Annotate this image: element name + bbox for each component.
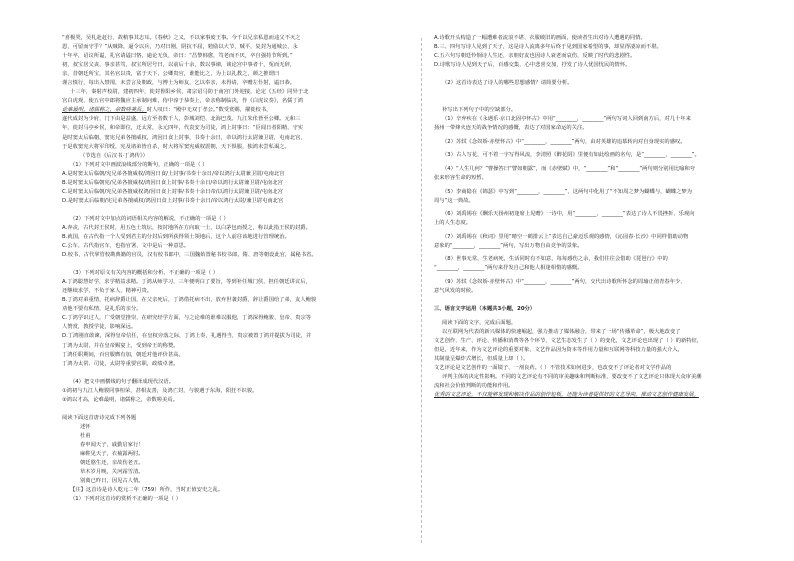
option: B.就国，在古代指一个人受到君主的分封后到所获得领土领地后，这个人前往该地进行管理统治。 bbox=[62, 233, 290, 240]
text-line: 意象的“________，________”两句，写出万物自由竞争的景象。 bbox=[434, 242, 583, 249]
question: （3）下列对原文有关内容的概括和分析，不正确的一项是（ ） bbox=[70, 270, 219, 277]
option: A.是时窦太后临朝/宪兄弟各擅威权/鸿因日食/上封事/书奏十余日/帝以鸿行太尉兼卫尉/屯南北宫 bbox=[62, 170, 285, 177]
option: A.丁鸿聪慧好学，求学精益求精。丁鸿从师学习，三年便明白了要旨，等到补任城门侯，担任朝廷讲议后， bbox=[62, 279, 311, 286]
question: （2）这首诗表达了诗人的哪些思想感情？请简要分析。 bbox=[442, 80, 573, 87]
question: （4）把文中画横线的句子翻译成现代汉语。 bbox=[70, 378, 175, 385]
text-line: 但是，近年来，作为文艺评论的重要对象，文艺作品因为资本等作用力量和互联网等科技力量的强大介入， bbox=[434, 346, 683, 353]
option: C.五六句写朝廷怜悯诗人生还，亲朋好友也因诗人衰老而哀伤，反映了时代的悲剧性。 bbox=[434, 53, 636, 60]
option: 丁鸿为太常、司徒，太尉等重要官职，政绩卓著。 bbox=[62, 360, 179, 367]
text-line: 十三年，秦射声校尉，建初四年，徙封鲁阳乡侯，肃宗诏马防于南宫门外迎接，论定《五经》同异于北 bbox=[70, 89, 309, 96]
question: （5）李商隐在《锦瑟》中写到“________，________”，这两句中化用了“不知周之梦为蝴蝶与，蝴蝶之梦为 bbox=[442, 188, 692, 195]
option: 丁鸿任职期间，百官服膺有加，朝廷对他评价甚高。 bbox=[62, 351, 184, 358]
text-line: 文艺创作、生产、评论、传播和消费等各个环节，文艺生态发生了（ ）的变化，文艺评论也出现了（ ）的新特征， bbox=[434, 337, 703, 344]
spacer bbox=[434, 88, 779, 97]
source-note: （节选自《后汉书·丁鸿传》） bbox=[80, 152, 148, 159]
question: （6）刘禹锡在《酬乐天扬州初逢席上见赠》一诗中，用“________，________”表达了诗人不畏挫折、乐观向 bbox=[442, 211, 695, 218]
text-line: 谨言慎行，每出入禁闱，未尝言及朝政，与博士为师友，乞以奉亲，未得请，卒赠左仆射，谥曰恭。 bbox=[62, 80, 296, 87]
text-line: 张来形容生命的短暂。 bbox=[434, 175, 487, 182]
question: （2）苏轼《念奴娇·赤壁怀古》中“________，________”两句，由对英雄的追慕转向对自身现实的感叹。 bbox=[442, 138, 686, 145]
text-line: 遂代成封为少府，门下由是益盛，远方至者数千人，彭城刘恺、北海巴茂、九江朱伥皆至公卿。元和三 bbox=[62, 116, 301, 123]
text-line: 以互联网为代表的新兴媒体的快速崛起，强力推动了媒体融合，带来了一场“传播革命”，极大地改变了 bbox=[442, 328, 681, 335]
text-line: 年，徙封马亭乡侯，和帝即位，迁太常，永元四年，代袁安为司徒，鸿上封事曰：“臣闻日者阳精，守实 bbox=[62, 125, 304, 132]
text-line: 文艺评论是文艺创作的一面镜子、一剂良药。（ ）不管技术如何进步，也改变不了评论者对文学作品的 bbox=[434, 364, 672, 371]
text-line: 意气风发的时候。 bbox=[434, 287, 477, 294]
option: 还继续求学，不负于家人，精神可贵。 bbox=[62, 288, 153, 295]
option: 丁鸿为太尉，并在皇帝赐宴上，受到帝王的称赞。 bbox=[62, 342, 179, 349]
option: C.公车，古代指官车，也指官署，文中是后一种意思。 bbox=[62, 243, 190, 250]
text-line: “________，________”两句来抒发自己和他人相逢相惜的感慨。 bbox=[434, 265, 583, 272]
option: D.诗歌写诗人见到天子后，百感交集，心中悲喜交加，抒发了诗人忧国忧民的情怀。 bbox=[434, 62, 631, 69]
spacer bbox=[434, 70, 779, 79]
option: D.校书，古代掌管校勘典籍的官员，汉有校书郎中，三国魏始置秘书校书郎，隋、唐等朝设此官，属秘书省。 bbox=[62, 252, 317, 259]
text-line: 十年卒，诏议所谥，礼官请谥曰恪，逾论无负，帝曰：“昌黎韩愈，笃老而不厌，卒自强持节所到。” bbox=[62, 53, 293, 60]
option: B.三、四句写诗人见到了天子，这是诗人流离多年后终于见到国家希望的事，却显得凄凉而不堪。 bbox=[434, 44, 662, 51]
question: （8）世事无常，生老病死，生活同时有不如意，每每感伤之余，我们往往会借助《琵琶行》中的 bbox=[442, 256, 668, 263]
option: C.是时窦太后临朝/宪兄弟各擅威权鸿/因日食上封事/书奏十余日帝/以鸿行太尉兼卫尉/屯南北宫 bbox=[62, 188, 283, 195]
section-intro: 阅读下面这首唐诗完成下列各题 bbox=[62, 414, 137, 421]
text-line: 评判主体的决定性影响。不同的文艺评论有不同的审美趣味和判断标准，要改变不了文艺评论只体现大众审美潮 bbox=[442, 373, 702, 380]
text-line: 上的人生态度。 bbox=[434, 220, 472, 227]
text-line: “喜极哭，吴札赴赶行，故稍事其志耳。《春秋》之义，不以家事废王事。今千以兄亲私恩而违父不灭之 bbox=[62, 35, 301, 41]
section-heading: 三、语言文字运用（本题共3小题，20分） bbox=[434, 306, 536, 313]
option: B.丁鸿对弟重情，托病辞爵让国，在父亲死后，丁鸿借托病不出，放弃世袭封爵，辞让爵国给了弟，友人鲍骏 bbox=[62, 297, 317, 304]
question: （7）刘禹锡在《秋词》里用“晴空一鹤排云上”表达自己豪迈乐观的感情，《沁园春·长沙》中同样借助动物 bbox=[442, 233, 689, 240]
option: 劝他不要有私情，是礼乐的亲分。 bbox=[62, 306, 142, 313]
poem-title: 述怀 bbox=[80, 423, 91, 430]
underlined-sentence: 论难最明，诸儒称之，帝数嗟美焉。 bbox=[62, 107, 147, 114]
sub-item: ①鸿初与九江人鲍骏同事桓荣，甚相友善，及鸿亡封，与骏遇于东海，阳狂不识骏。 bbox=[62, 387, 258, 394]
text-line: 初，叔宝居父丧，事亲甚笃，叔宝所居号曰，以前后十余，数以事谏，谈论宫中事者十，冤而无辞， bbox=[62, 62, 296, 69]
poem-note: 【注】这首诗是诗人乾元二年（759）所作，当时正值安史之乱。 bbox=[70, 487, 224, 494]
question: （9）苏轼《念奴娇·赤壁怀古》中“________，________”两句，交代出诗歌所怀念的周瑜正值青春年少、 bbox=[442, 278, 686, 285]
left-column bbox=[62, 34, 407, 504]
poem-line: 春申闻天子，戚勤启家行！ bbox=[80, 441, 144, 448]
question: （1）辛弃疾在《永遇乐·京口北固亭怀古》中用“________，________”两句写词人回到南方后，对几十年来 bbox=[442, 116, 691, 123]
poem-line: 草木岁月晚，关河霜雪清。 bbox=[80, 469, 144, 476]
option: C.丁鸿学识过人，广受朝堂推崇，在研究经学方面，与之论难的谁难以服他，丁鸿深得鲍骏、皇帝、贵宗等 bbox=[62, 315, 312, 322]
sub-item: ②鸿以才高，论难最明，诸儒称之，帝数嗟美焉。 bbox=[62, 396, 178, 403]
text-line: 是时窦太后临朝，窦宪兄弟各擅威权，鸿因日食上封事，书奏十余日，帝以鸿行太尉兼卫尉，屯南北宫， bbox=[62, 134, 306, 141]
question: （4）“人生几何？”曹操答曰“譬如朝露”，而《赤壁赋》中，“________”和“________”两句则分别用比喻和夸 bbox=[442, 165, 696, 172]
text-line bbox=[62, 106, 407, 115]
text-line: 扬州一带烽火连天的战争情况的感慨，表达了对国家命运的关注。 bbox=[434, 125, 588, 132]
poem-line: 麻鞋见天子，衣袖露两肘。 bbox=[80, 450, 144, 457]
option: A.奔丧，古代封王侯时，用五色土筑坛，按封地所在方向取一土，以白茅包而授之，称以此指王侯的封爵。 bbox=[62, 224, 311, 231]
text-line: 流和社会价值判断的功能和作用。 bbox=[434, 382, 514, 389]
text-line bbox=[434, 391, 779, 400]
column-divider bbox=[421, 38, 422, 543]
text-line: 宫白虎观，使五官中郎将魏应主承制问难，侍中淳于恭奏上，帝亲称制临决，作《白虎议奏》，名儒丁鸿 bbox=[62, 98, 304, 105]
poem-line: 别离已昨日，因见古人情。 bbox=[80, 478, 144, 485]
text-line: 周与”这一典故。 bbox=[434, 197, 474, 204]
option: B.是时窦太后临朝宪/兄弟各擅威权/鸿因日食上封事/书奏十余日/帝以鸿行太尉兼卫尉/屯南北宫 bbox=[62, 179, 283, 186]
question: （2）下列对文中加点的词语相关内容的解说，不正确的一项是（ ） bbox=[70, 215, 229, 222]
text-span: 时人叹曰：“殿中无双丁孝公。”数受赏赐，擢徙校书， bbox=[146, 107, 272, 114]
instruction: 阅读下面的文字，完成后面题。 bbox=[442, 319, 517, 326]
spacer bbox=[62, 206, 407, 215]
option: 人赞赏，教授学徒，影响深远。 bbox=[62, 324, 137, 331]
text-line: 其制量呈爆炸式增长，但质量上却（ ）。 bbox=[434, 355, 529, 362]
spacer bbox=[434, 97, 779, 106]
question: （3）古人写花，可不着一字写得风流，李清照《醉花阴》里便有如此绘画的名句，是“________，________”。 bbox=[442, 152, 700, 159]
spacer bbox=[62, 260, 407, 269]
text-line: 亲，昔朝廷所宝，其名官以贵，富于天下，公卿贵官，谁能比之，为上以礼教之，颜之推谓曰 bbox=[62, 71, 280, 78]
spacer bbox=[62, 369, 407, 378]
question: （1）下列对文中画波浪线部分的断句，正确的一项是（ ） bbox=[70, 161, 208, 168]
underlined-sentence: 优秀的文艺评论，不仅能够发现和解决作品的创作短板，还能为读者提供好的文艺导向，推动文艺创作健康发展。 bbox=[434, 391, 699, 398]
poem-line: 朝廷愍生还，亲故伤老丑。 bbox=[80, 460, 144, 467]
option: D.丁鸿刚直敢谏，深得皇帝信任，在皇权旁落之际，丁鸿上奏，礼遇得当，贵宗被置丁鸿并提拔为司徒，并 bbox=[62, 333, 312, 340]
poem-author: 杜甫 bbox=[80, 432, 91, 439]
question: （1）下列对这首诗的赏析不正确的一项是（ ） bbox=[70, 496, 181, 503]
spacer bbox=[62, 405, 407, 414]
section-intro: 补写出下列句子中的空缺部分。 bbox=[442, 107, 517, 114]
right-column bbox=[434, 34, 779, 400]
option: D.是时窦太后临朝/宪兄弟各擅威权/鸿因日食上封事/书奏十余日/帝以鸿行太尉/兼卫尉屯南北宫 bbox=[62, 197, 284, 204]
text-line: 恩，可留而守乎？”从贼降，逼令以兵，乃对曰刚，阴抗不屈，勉励以大节，贼平，复封为通城公，永 bbox=[62, 44, 298, 51]
text-line: 于是收窦宪大将军印绶，宪及诸弟皆自杀，时大将军窦宪威权震朝，天下惧服，独鸿未尝私谒之。 bbox=[62, 143, 290, 150]
option: A.诗歌开头构造了一幅遭难者流浪不堪、衣服破旧的画面，使读者生出对诗人遭遇的同情。 bbox=[434, 35, 646, 41]
